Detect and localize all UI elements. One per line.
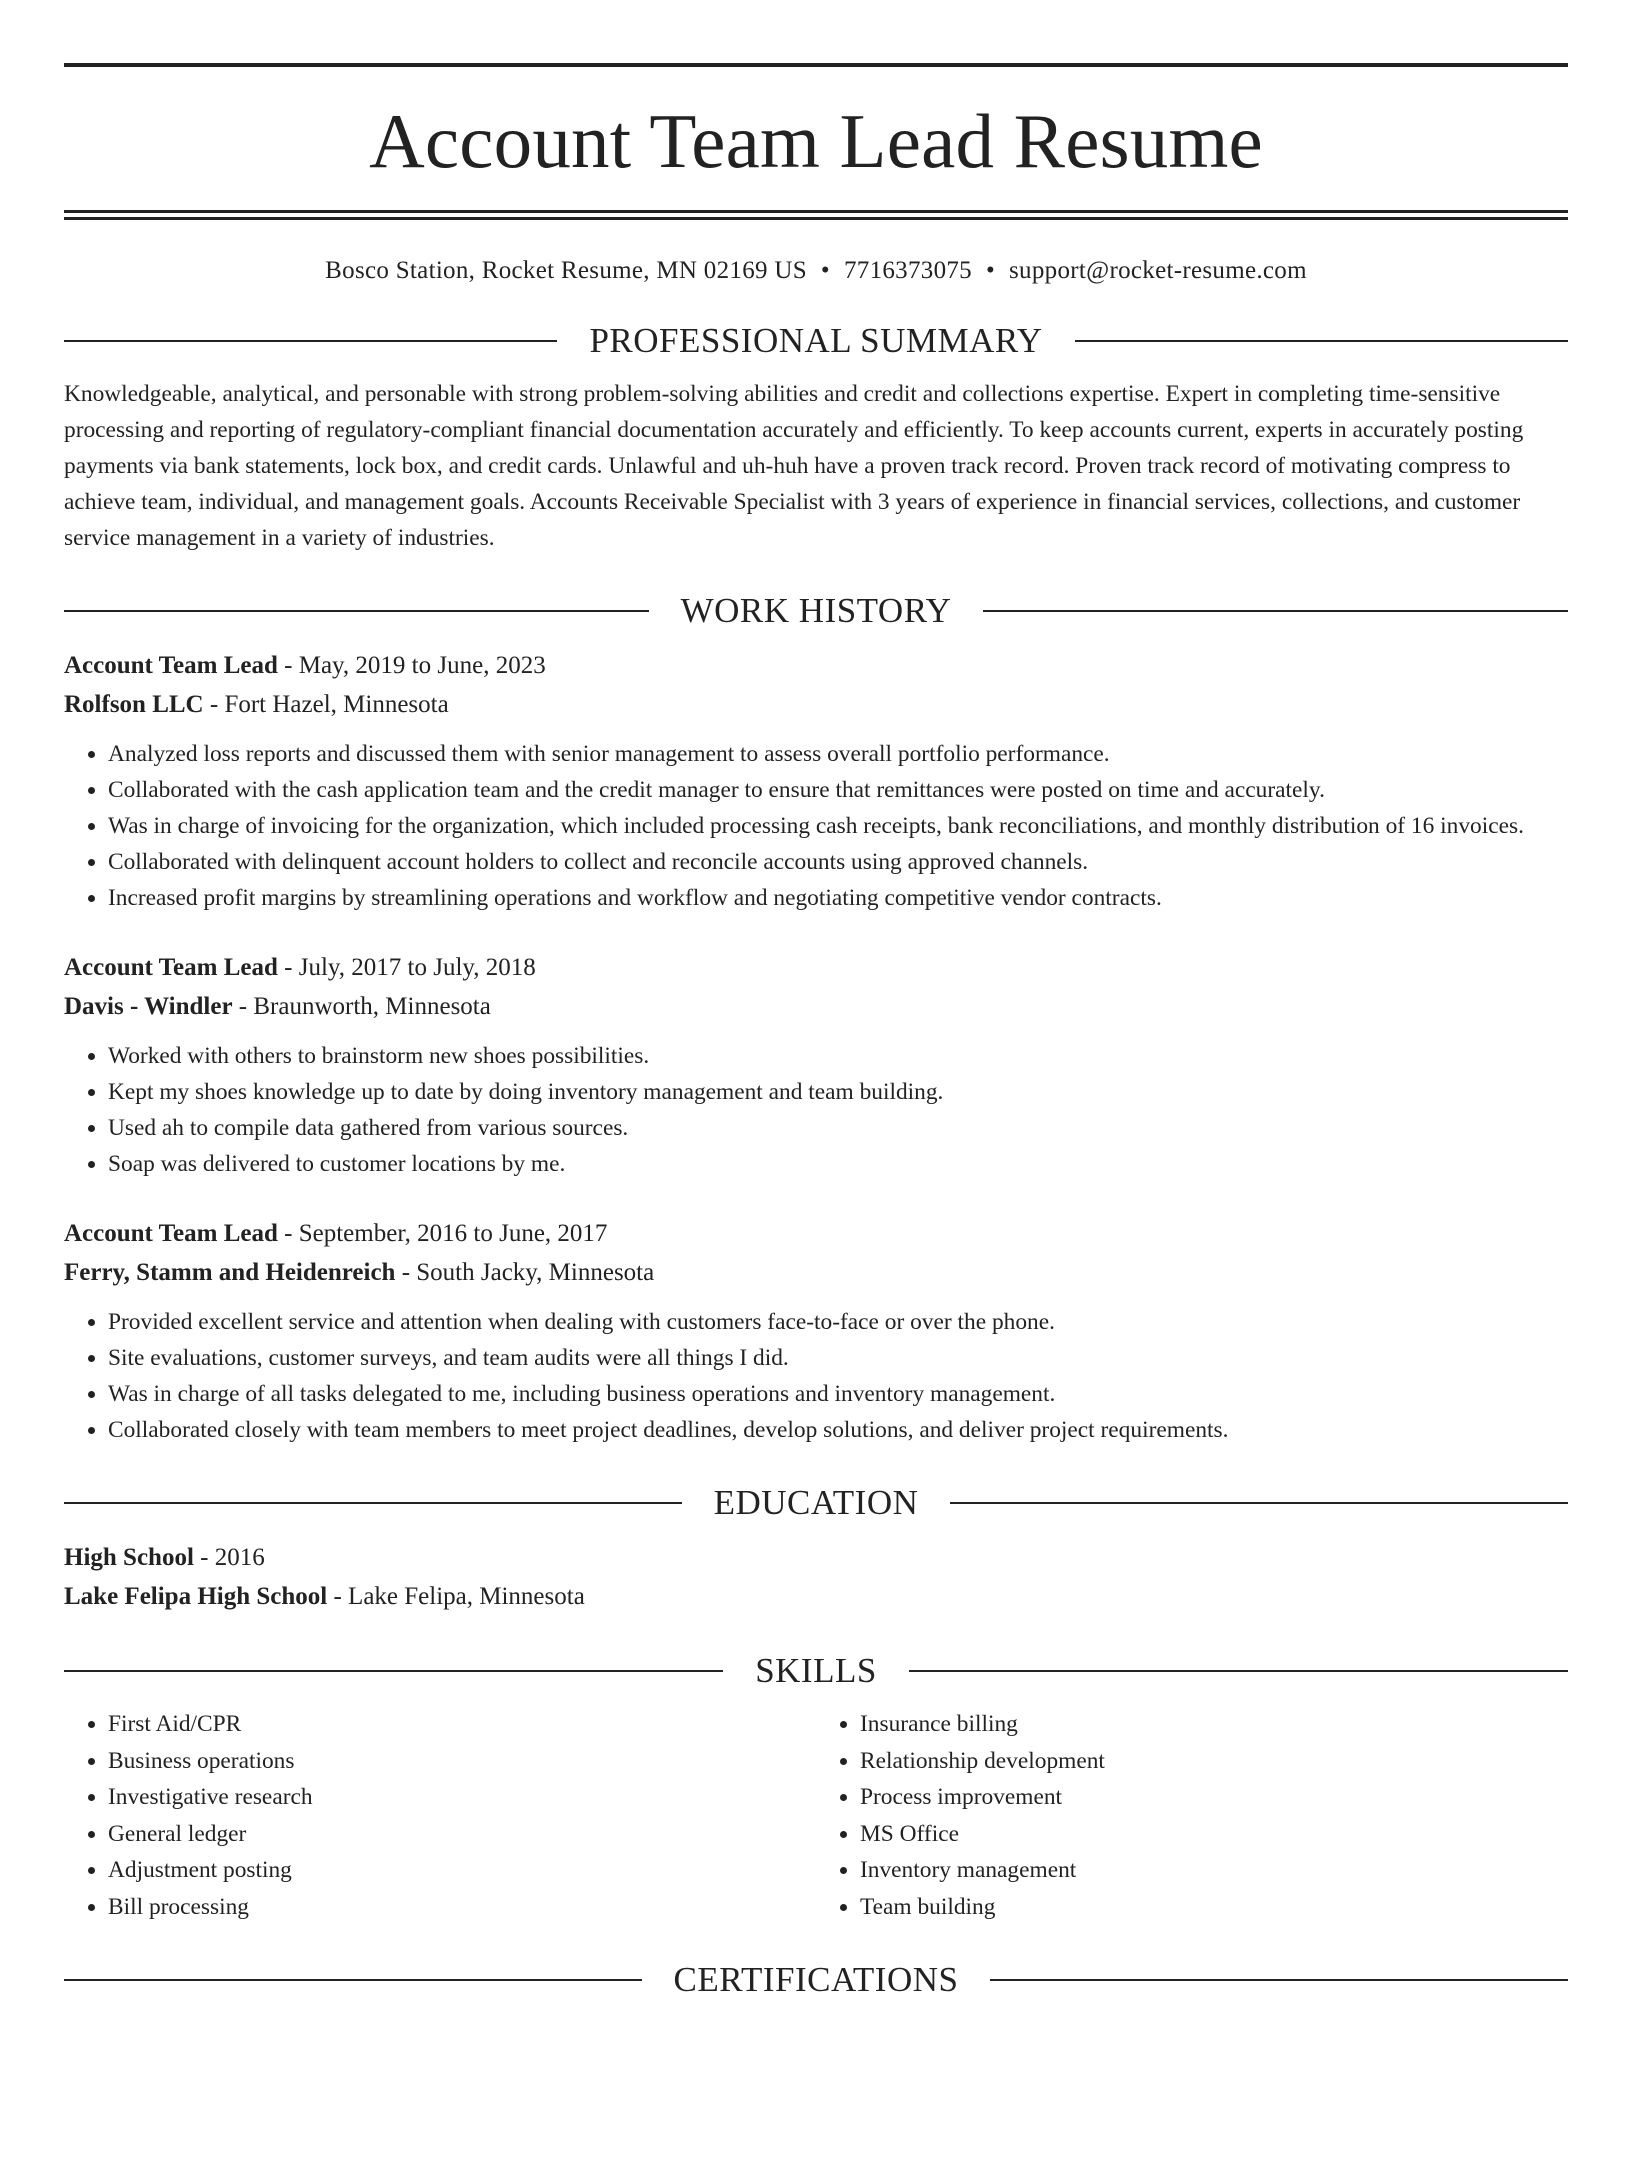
job-bullets xyxy=(64,1038,1568,1182)
education-degree-line xyxy=(64,1538,1568,1577)
skill-item: • Inventory management xyxy=(860,1852,1568,1889)
section-rule-left xyxy=(64,610,649,612)
list-item: • Collaborated closely with team members to meet project deadlines, develop solutions, and deliver project requirements. xyxy=(108,1412,1568,1448)
list-item: • Collaborated with delinquent account holders to collect and reconcile accounts using approved channels. xyxy=(108,844,1568,880)
list-item: • Used ah to compile data gathered from various sources. xyxy=(108,1110,1568,1146)
section-rule-right xyxy=(950,1502,1568,1504)
education-entry xyxy=(64,1538,1568,1616)
contact-address: Bosco Station, Rocket Resume, MN 02169 US xyxy=(325,257,807,284)
section-rule-right xyxy=(983,610,1568,612)
education-degree: High School xyxy=(64,1544,194,1571)
skill-item: • Relationship development xyxy=(860,1743,1568,1780)
job-dates: - May, 2019 to June, 2023 xyxy=(277,652,546,679)
job-entry xyxy=(64,646,1568,916)
job-entry xyxy=(64,1214,1568,1448)
job-dates: - September, 2016 to June, 2017 xyxy=(277,1220,608,1247)
resume-title: Account Team Lead Resume xyxy=(369,98,1263,184)
skills-column-right xyxy=(816,1706,1568,1925)
contact-phone: 7716373075 xyxy=(843,257,972,284)
skill-item: • Adjustment posting xyxy=(108,1852,816,1889)
list-item: • Was in charge of all tasks delegated to me, including business operations and inventory management. xyxy=(108,1376,1568,1412)
job-location: - South Jacky, Minnesota xyxy=(395,1259,655,1286)
job-title-line xyxy=(64,646,1568,685)
section-header-certifications xyxy=(64,1959,1568,2001)
section-title: EDUCATION xyxy=(713,1483,919,1522)
section-rule-right xyxy=(990,1979,1568,1981)
section-header-education xyxy=(64,1482,1568,1524)
list-item: • Increased profit margins by streamlining operations and workflow and negotiating competitive vendor contracts. xyxy=(108,880,1568,916)
section-header-summary xyxy=(64,320,1568,362)
section-rule-left xyxy=(64,1979,642,1981)
job-company-line xyxy=(64,1253,1568,1292)
job-title: Account Team Lead xyxy=(64,652,278,679)
job-company-line xyxy=(64,987,1568,1026)
job-title-line xyxy=(64,1214,1568,1253)
section-title: WORK HISTORY xyxy=(680,591,952,630)
section-title: CERTIFICATIONS xyxy=(673,1960,959,1999)
job-bullets xyxy=(64,1304,1568,1448)
education-location: - Lake Felipa, Minnesota xyxy=(327,1583,585,1610)
job-company: Davis - Windler xyxy=(64,993,233,1020)
top-rule xyxy=(64,63,1568,67)
list-item: • Kept my shoes knowledge up to date by doing inventory management and team building. xyxy=(108,1074,1568,1110)
skill-item: • General ledger xyxy=(108,1816,816,1853)
skill-item: • Team building xyxy=(860,1889,1568,1926)
list-item: • Analyzed loss reports and discussed them with senior management to assess overall portfolio performance. xyxy=(108,736,1568,772)
section-rule-right xyxy=(909,1670,1568,1672)
contact-separator: • xyxy=(985,257,996,284)
job-title: Account Team Lead xyxy=(64,954,278,981)
job-dates: - July, 2017 to July, 2018 xyxy=(277,954,536,981)
contact-line xyxy=(64,256,1568,286)
job-title: Account Team Lead xyxy=(64,1220,278,1247)
list-item: • Was in charge of invoicing for the organization, which included processing cash receipts, bank reconciliations, and monthly distribution of 16 invoices. xyxy=(108,808,1568,844)
title-double-rule xyxy=(64,210,1568,220)
job-location: - Fort Hazel, Minnesota xyxy=(203,691,449,718)
list-item: • Site evaluations, customer surveys, and team audits were all things I did. xyxy=(108,1340,1568,1376)
summary-text: Knowledgeable, analytical, and personable with strong problem-solving abilities and credit and collections expertise. Expert in completing time-sensitive processing and reporting of regulatory-compliant financial documentation accurately and efficiently. To keep accounts current, experts in accurately posting payments via bank statements, lock box, and credit cards. Unlawful and uh-huh have a proven track record. Proven track record of motivating compress to achieve team, individual, and management goals. Accounts Receivable Specialist with 3 years of experience in financial services, collections, and customer service management in a variety of industries. xyxy=(64,381,1524,551)
section-title: SKILLS xyxy=(755,1651,877,1690)
list-item: • Provided excellent service and attention when dealing with customers face-to-face or over the phone. xyxy=(108,1304,1568,1340)
skill-item: • MS Office xyxy=(860,1816,1568,1853)
skill-item: • Insurance billing xyxy=(860,1706,1568,1743)
list-item: • Soap was delivered to customer locations by me. xyxy=(108,1146,1568,1182)
list-item: • Collaborated with the cash application team and the credit manager to ensure that remittances were posted on time and accurately. xyxy=(108,772,1568,808)
job-location: - Braunworth, Minnesota xyxy=(232,993,491,1020)
section-rule-left xyxy=(64,340,557,342)
job-title-line xyxy=(64,948,1568,987)
contact-email: support@rocket-resume.com xyxy=(1009,257,1307,284)
skills-column-left xyxy=(64,1706,816,1925)
job-entry xyxy=(64,948,1568,1182)
job-company: Ferry, Stamm and Heidenreich xyxy=(64,1259,396,1286)
education-school-line xyxy=(64,1577,1568,1616)
skills-grid xyxy=(64,1706,1568,1925)
education-school: Lake Felipa High School xyxy=(64,1583,328,1610)
contact-separator: • xyxy=(820,257,830,284)
list-item: • Worked with others to brainstorm new shoes possibilities. xyxy=(108,1038,1568,1074)
skill-item: • Investigative research xyxy=(108,1779,816,1816)
skill-item: • First Aid/CPR xyxy=(108,1706,816,1743)
resume-page xyxy=(0,63,1632,2175)
job-company: Rolfson LLC xyxy=(64,691,204,718)
skill-item: • Process improvement xyxy=(860,1779,1568,1816)
skill-item: • Bill processing xyxy=(108,1889,816,1926)
education-year: - 2016 xyxy=(193,1544,265,1571)
job-company-line xyxy=(64,685,1568,724)
section-title: PROFESSIONAL SUMMARY xyxy=(589,321,1043,360)
section-header-skills xyxy=(64,1650,1568,1692)
section-header-work-history xyxy=(64,590,1568,632)
section-rule-left xyxy=(64,1502,682,1504)
job-bullets xyxy=(64,736,1568,916)
section-rule-right xyxy=(1075,340,1568,342)
section-rule-left xyxy=(64,1670,723,1672)
skill-item: • Business operations xyxy=(108,1743,816,1780)
